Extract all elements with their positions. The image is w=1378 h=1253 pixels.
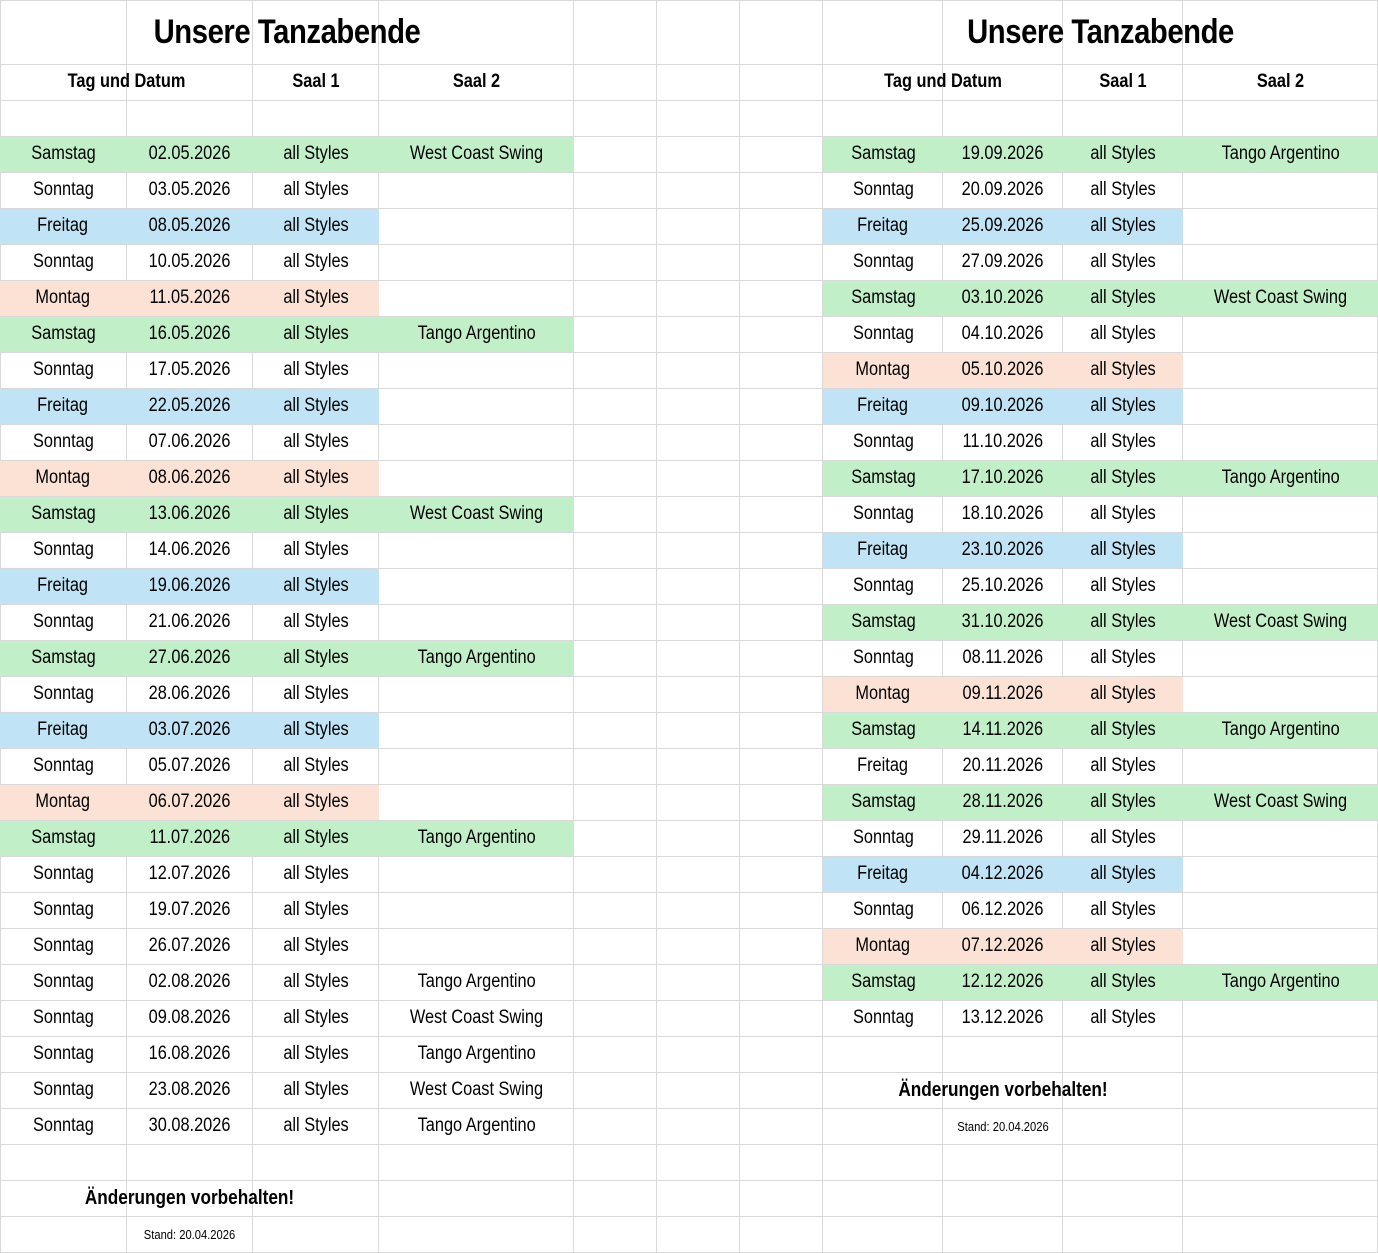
left-table-cell-day: Montag	[35, 791, 91, 812]
left-table-cell-saal1: all Styles	[283, 791, 349, 812]
right-table-cell-saal2: Tango Argentino	[1221, 467, 1340, 488]
left-table-cell-saal2	[379, 532, 574, 568]
left-table-cell-day: Samstag	[30, 827, 96, 848]
left-table-cell-date: 28.06.2026	[148, 683, 231, 704]
left-table-cell-saal2	[379, 604, 574, 640]
right-table-cell-saal1: all Styles	[1090, 251, 1156, 272]
left-table-cell-date: 26.07.2026	[148, 935, 231, 956]
right-table-cell-day: Sonntag	[852, 575, 914, 596]
left-table-cell-saal1: all Styles	[283, 935, 349, 956]
right-table-cell-day: Montag	[855, 935, 911, 956]
right-table-cell-saal1: all Styles	[1090, 791, 1156, 812]
right-table-cell-saal2: Tango Argentino	[1221, 719, 1340, 740]
right-table-cell-date: 08.11.2026	[962, 647, 1044, 668]
left-table-cell-date: 16.08.2026	[148, 1043, 231, 1064]
right-table-cell-day: Sonntag	[852, 647, 914, 668]
left-table-cell-saal1: all Styles	[283, 827, 349, 848]
right-table-cell-day: Samstag	[850, 791, 916, 812]
right-table-cell-date: 12.12.2026	[962, 971, 1044, 992]
left-table-cell-day: Freitag	[37, 395, 89, 416]
left-table-cell-day: Montag	[35, 467, 91, 488]
left-table-cell-saal2	[379, 676, 574, 712]
right-table-cell-saal1: all Styles	[1090, 467, 1156, 488]
left-table-cell-date: 27.06.2026	[148, 647, 231, 668]
left-table-cell-saal2: Tango Argentino	[417, 647, 536, 668]
left-title: Unsere Tanzabende	[153, 12, 421, 51]
right-table-cell-date: 03.10.2026	[962, 287, 1044, 308]
left-header-saal1: Saal 1	[292, 71, 340, 92]
left-table-cell-date: 30.08.2026	[148, 1115, 231, 1136]
right-table-cell-saal1: all Styles	[1090, 503, 1156, 524]
left-table-cell-day: Sonntag	[32, 251, 94, 272]
right-table-cell-day: Sonntag	[852, 431, 914, 452]
left-table-cell-date: 22.05.2026	[148, 395, 231, 416]
left-table-cell-day: Sonntag	[32, 683, 94, 704]
left-table-cell-saal1: all Styles	[283, 971, 349, 992]
right-table-cell-date: 11.10.2026	[962, 431, 1044, 452]
left-table-cell-day: Freitag	[37, 719, 89, 740]
left-table-cell-day: Samstag	[30, 143, 96, 164]
left-table-cell-saal1: all Styles	[283, 143, 349, 164]
left-table-cell-saal2	[379, 172, 574, 208]
right-table-cell-day: Sonntag	[852, 899, 914, 920]
right-table-cell-date: 29.11.2026	[962, 827, 1044, 848]
right-table-cell-day: Sonntag	[852, 179, 914, 200]
right-table-cell-saal2	[1183, 496, 1378, 532]
left-table-cell-saal2	[379, 460, 574, 496]
right-table-cell-saal2	[1183, 856, 1378, 892]
right-table-cell-date: 09.11.2026	[962, 683, 1044, 704]
left-table-cell-saal2	[379, 280, 574, 316]
right-table-cell-saal1: all Styles	[1090, 935, 1156, 956]
right-table-cell-saal2: Tango Argentino	[1221, 971, 1340, 992]
right-table-cell-saal1: all Styles	[1090, 827, 1156, 848]
left-table-cell-day: Sonntag	[32, 1043, 94, 1064]
left-table-cell-day: Sonntag	[32, 971, 94, 992]
left-table-cell-saal1: all Styles	[283, 431, 349, 452]
left-table-cell-saal1: all Styles	[283, 179, 349, 200]
right-table-cell-saal1: all Styles	[1090, 863, 1156, 884]
right-table-cell-saal2	[1183, 928, 1378, 964]
left-table-cell-date: 09.08.2026	[148, 1007, 231, 1028]
left-header-saal2: Saal 2	[452, 71, 501, 92]
right-table-cell-day: Freitag	[857, 539, 909, 560]
right-table-cell-saal2	[1183, 820, 1378, 856]
right-table-cell-date: 27.09.2026	[962, 251, 1044, 272]
left-table-cell-saal1: all Styles	[283, 1079, 349, 1100]
left-table-cell-saal1: all Styles	[283, 683, 349, 704]
left-table-cell-saal1: all Styles	[283, 647, 349, 668]
left-table-cell-saal1: all Styles	[283, 755, 349, 776]
left-table-cell-date: 05.07.2026	[148, 755, 231, 776]
right-table-cell-saal1: all Styles	[1090, 647, 1156, 668]
right-table-cell-saal1: all Styles	[1090, 683, 1156, 704]
right-table-cell-saal1: all Styles	[1090, 395, 1156, 416]
right-table-cell-date: 19.09.2026	[962, 143, 1044, 164]
right-table-cell-saal2: West Coast Swing	[1213, 287, 1348, 308]
right-table-cell-day: Freitag	[857, 755, 909, 776]
left-table-cell-saal1: all Styles	[283, 719, 349, 740]
left-table-cell-day: Sonntag	[32, 611, 94, 632]
right-table-cell-day: Samstag	[850, 143, 916, 164]
left-table-cell-saal1: all Styles	[283, 575, 349, 596]
left-table-cell-saal1: all Styles	[283, 899, 349, 920]
right-table-cell-day: Samstag	[850, 971, 916, 992]
right-table-cell-date: 28.11.2026	[962, 791, 1044, 812]
left-table-cell-date: 02.05.2026	[148, 143, 231, 164]
left-table-cell-date: 12.07.2026	[148, 863, 231, 884]
right-table-cell-saal1: all Styles	[1090, 719, 1156, 740]
left-table-cell-saal1: all Styles	[283, 1115, 349, 1136]
left-table-cell-date: 17.05.2026	[148, 359, 231, 380]
right-table-cell-date: 25.10.2026	[962, 575, 1044, 596]
left-table-cell-saal2	[379, 892, 574, 928]
right-table-cell-saal1: all Styles	[1090, 575, 1156, 596]
left-table-cell-saal2: West Coast Swing	[409, 1079, 544, 1100]
right-table-cell-saal1: all Styles	[1090, 611, 1156, 632]
left-table-cell-day: Sonntag	[32, 863, 94, 884]
left-table-cell-day: Sonntag	[32, 755, 94, 776]
left-table-cell-saal2	[379, 568, 574, 604]
left-table-cell-day: Sonntag	[32, 899, 94, 920]
left-table-cell-saal1: all Styles	[283, 611, 349, 632]
left-table-cell-date: 06.07.2026	[148, 791, 231, 812]
left-table-cell-saal1: all Styles	[283, 863, 349, 884]
right-header-saal2: Saal 2	[1256, 71, 1305, 92]
right-table-cell-saal2: West Coast Swing	[1213, 791, 1348, 812]
left-table-cell-day: Montag	[35, 287, 91, 308]
left-table-cell-day: Sonntag	[32, 431, 94, 452]
right-header-day-date: Tag und Datum	[884, 71, 1002, 92]
left-table-cell-saal1: all Styles	[283, 359, 349, 380]
right-table-cell-saal2	[1183, 640, 1378, 676]
left-table-cell-saal2: Tango Argentino	[417, 971, 536, 992]
left-table-cell-day: Sonntag	[32, 1115, 94, 1136]
left-table-cell-saal2	[379, 208, 574, 244]
right-table-cell-day: Sonntag	[852, 251, 914, 272]
left-table-cell-saal2: West Coast Swing	[409, 503, 544, 524]
right-table-cell-saal1: all Styles	[1090, 899, 1156, 920]
right-table-cell-day: Sonntag	[852, 323, 914, 344]
left-table-cell-saal2	[379, 748, 574, 784]
right-table-cell-saal1: all Styles	[1090, 323, 1156, 344]
left-table-cell-saal2	[379, 712, 574, 748]
left-table-cell-saal2: Tango Argentino	[417, 1115, 536, 1136]
left-table-cell-date: 19.07.2026	[148, 899, 231, 920]
left-table-cell-saal2	[379, 352, 574, 388]
right-table-cell-saal2	[1183, 316, 1378, 352]
right-changes-note: Änderungen vorbehalten!	[898, 1078, 1108, 1101]
right-table-cell-saal1: all Styles	[1090, 755, 1156, 776]
left-table-cell-saal1: all Styles	[283, 215, 349, 236]
left-table-cell-date: 07.06.2026	[148, 431, 231, 452]
left-table-cell-saal1: all Styles	[283, 251, 349, 272]
right-table-cell-day: Montag	[855, 683, 911, 704]
right-table-cell-saal2	[1183, 892, 1378, 928]
left-table-cell-saal2	[379, 856, 574, 892]
left-table-cell-saal1: all Styles	[283, 287, 349, 308]
left-table-cell-saal2: Tango Argentino	[417, 827, 536, 848]
right-table-cell-day: Samstag	[850, 611, 916, 632]
left-table-cell-date: 11.05.2026	[149, 287, 230, 308]
right-table-cell-date: 20.11.2026	[962, 755, 1044, 776]
right-table-cell-saal2	[1183, 532, 1378, 568]
left-table-cell-date: 08.06.2026	[148, 467, 231, 488]
right-table-cell-date: 23.10.2026	[962, 539, 1044, 560]
left-table-cell-saal1: all Styles	[283, 1043, 349, 1064]
right-table-cell-date: 05.10.2026	[962, 359, 1044, 380]
right-table-cell-saal2	[1183, 748, 1378, 784]
left-table-cell-saal2: Tango Argentino	[417, 323, 536, 344]
left-table-cell-date: 14.06.2026	[148, 539, 231, 560]
right-table-cell-saal2: Tango Argentino	[1221, 143, 1340, 164]
left-table-cell-saal2	[379, 784, 574, 820]
left-table-cell-date: 02.08.2026	[148, 971, 231, 992]
left-table-cell-day: Samstag	[30, 647, 96, 668]
right-table-cell-day: Sonntag	[852, 827, 914, 848]
left-table-cell-day: Samstag	[30, 323, 96, 344]
left-table-cell-date: 13.06.2026	[148, 503, 231, 524]
left-table-cell-saal2	[379, 928, 574, 964]
left-table-cell-saal1: all Styles	[283, 323, 349, 344]
right-table-cell-saal1: all Styles	[1090, 539, 1156, 560]
right-table-cell-date: 13.12.2026	[962, 1007, 1044, 1028]
left-table-cell-day: Sonntag	[32, 359, 94, 380]
left-table-cell-date: 08.05.2026	[148, 215, 231, 236]
right-table-cell-date: 25.09.2026	[962, 215, 1044, 236]
left-table-cell-day: Sonntag	[32, 1079, 94, 1100]
right-table-cell-saal1: all Styles	[1090, 179, 1156, 200]
left-table-cell-day: Sonntag	[32, 539, 94, 560]
right-table-cell-saal1: all Styles	[1090, 971, 1156, 992]
right-stand-date: Stand: 20.04.2026	[957, 1118, 1049, 1134]
right-table-cell-saal2	[1183, 208, 1378, 244]
right-table-cell-day: Sonntag	[852, 503, 914, 524]
left-table-cell-saal2	[379, 424, 574, 460]
left-table-cell-saal1: all Styles	[283, 467, 349, 488]
right-table-cell-day: Samstag	[850, 719, 916, 740]
right-table-cell-saal2	[1183, 568, 1378, 604]
right-table-cell-date: 09.10.2026	[962, 395, 1044, 416]
right-table-cell-date: 06.12.2026	[962, 899, 1044, 920]
left-table-cell-day: Sonntag	[32, 1007, 94, 1028]
right-table-cell-saal1: all Styles	[1090, 215, 1156, 236]
right-table-cell-day: Samstag	[850, 287, 916, 308]
right-table-cell-date: 07.12.2026	[962, 935, 1044, 956]
left-table-cell-saal2: West Coast Swing	[409, 1007, 544, 1028]
right-table-cell-date: 17.10.2026	[962, 467, 1044, 488]
left-stand-date: Stand: 20.04.2026	[143, 1226, 236, 1242]
left-table-cell-day: Samstag	[30, 503, 96, 524]
right-table-cell-saal2	[1183, 424, 1378, 460]
right-table-cell-date: 04.12.2026	[962, 863, 1044, 884]
right-table-cell-saal2	[1183, 352, 1378, 388]
left-table-cell-saal2	[379, 244, 574, 280]
left-header-day-date: Tag und Datum	[67, 71, 186, 92]
left-table-cell-date: 21.06.2026	[148, 611, 231, 632]
right-table-cell-saal2	[1183, 244, 1378, 280]
right-table-cell-date: 04.10.2026	[962, 323, 1044, 344]
right-table-cell-saal2	[1183, 1000, 1378, 1036]
right-table-cell-day: Samstag	[850, 467, 916, 488]
right-table-cell-saal2	[1183, 388, 1378, 424]
right-table-cell-day: Montag	[855, 359, 911, 380]
right-table-cell-date: 31.10.2026	[962, 611, 1044, 632]
right-table-cell-saal1: all Styles	[1090, 287, 1156, 308]
right-table-cell-day: Freitag	[857, 863, 909, 884]
left-table-cell-day: Sonntag	[32, 179, 94, 200]
left-changes-note: Änderungen vorbehalten!	[84, 1186, 295, 1209]
left-table-cell-saal1: all Styles	[283, 539, 349, 560]
left-table-cell-saal2: West Coast Swing	[409, 143, 544, 164]
left-table-cell-date: 10.05.2026	[148, 251, 231, 272]
right-title: Unsere Tanzabende	[967, 12, 1234, 51]
left-table-cell-date: 23.08.2026	[148, 1079, 231, 1100]
left-table-cell-date: 16.05.2026	[148, 323, 231, 344]
left-table-cell-day: Freitag	[37, 215, 89, 236]
right-table-cell-date: 14.11.2026	[962, 719, 1044, 740]
left-table-cell-date: 11.07.2026	[149, 827, 230, 848]
right-table-cell-day: Freitag	[857, 215, 909, 236]
left-table-cell-saal1: all Styles	[283, 395, 349, 416]
right-table-cell-saal1: all Styles	[1090, 143, 1156, 164]
right-table-cell-day: Freitag	[857, 395, 909, 416]
left-table-cell-saal2: Tango Argentino	[417, 1043, 536, 1064]
right-table-cell-saal1: all Styles	[1090, 431, 1156, 452]
left-table-cell-saal1: all Styles	[283, 503, 349, 524]
right-header-saal1: Saal 1	[1099, 71, 1147, 92]
right-table-cell-saal1: all Styles	[1090, 359, 1156, 380]
right-table-cell-saal2: West Coast Swing	[1213, 611, 1348, 632]
right-table-cell-saal2	[1183, 676, 1378, 712]
right-table-cell-saal2	[1183, 172, 1378, 208]
right-table-cell-day: Sonntag	[852, 1007, 914, 1028]
right-table-cell-date: 20.09.2026	[962, 179, 1044, 200]
right-table-cell-saal1: all Styles	[1090, 1007, 1156, 1028]
left-table-cell-saal1: all Styles	[283, 1007, 349, 1028]
left-table-cell-day: Sonntag	[32, 935, 94, 956]
left-table-cell-saal2	[379, 388, 574, 424]
left-table-cell-day: Freitag	[37, 575, 89, 596]
left-table-cell-date: 03.05.2026	[148, 179, 231, 200]
right-table-cell-date: 18.10.2026	[962, 503, 1044, 524]
left-table-cell-date: 03.07.2026	[148, 719, 231, 740]
left-table-cell-date: 19.06.2026	[148, 575, 231, 596]
